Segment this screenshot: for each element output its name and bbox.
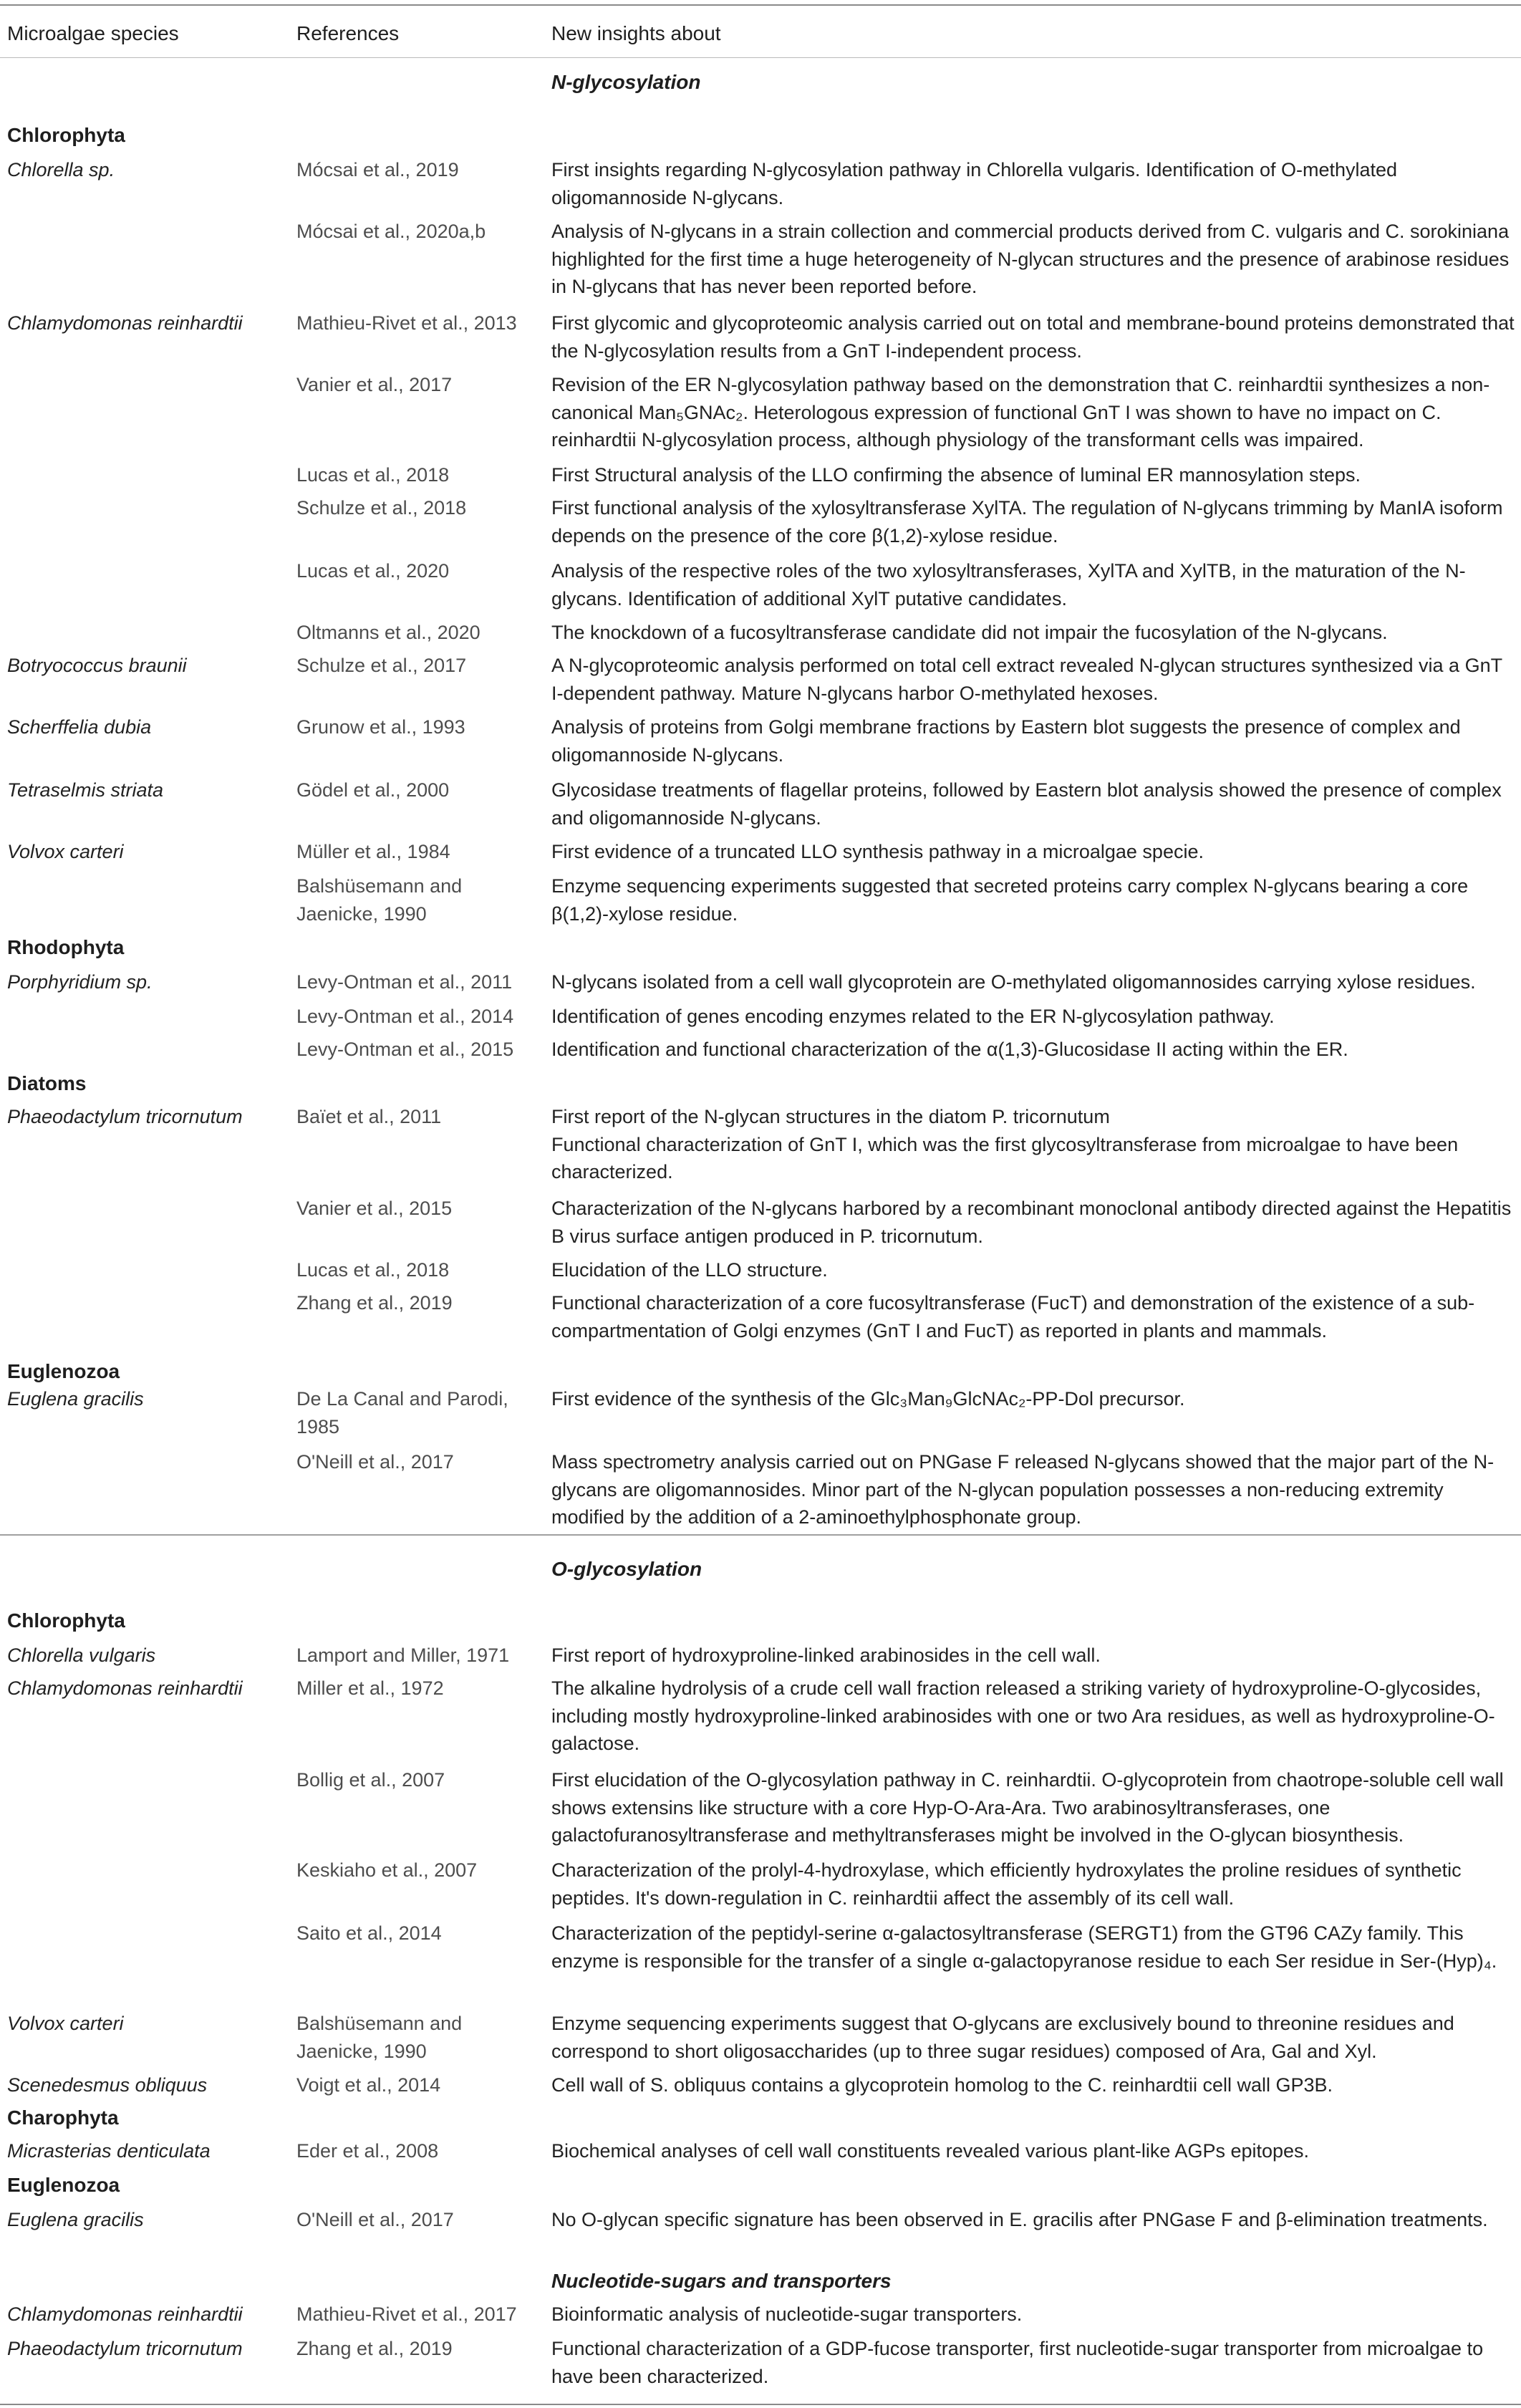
species-cell: Volvox carteri <box>7 2013 124 2034</box>
header-insights: New insights about <box>551 22 721 44</box>
insight-cell: First report of the N-glycan structures in the diatom P. tricornutum Functional characterization of GnT I, which was the first glycosyltransferase from microalgae to have been characterized. <box>551 1106 1459 1183</box>
table-bottom-rule <box>0 2404 1521 2405</box>
reference-cell: Lamport and Miller, 1971 <box>296 1644 510 1666</box>
reference-cell: Levy-Ontman et al., 2014 <box>296 1006 514 1027</box>
reference-cell: Müller et al., 1984 <box>296 841 450 862</box>
insight-cell: No O-glycan specific signature has been observed in E. gracilis after PNGase F and β-elimination treatments. <box>551 2209 1488 2230</box>
insight-cell: First elucidation of the O-glycosylation pathway in C. reinhardtii. O-glycoprotein from chaotrope-soluble cell wall shows extensins like structure with a core Hyp-O-Ara-Ara. Two arabinosyltransferases, one galactofuranosyltransferase and methyltransferases might be involved in the O-glycan biosynthesis. <box>551 1769 1504 1846</box>
insight-cell: Glycosidase treatments of flagellar proteins, followed by Eastern blot analysis showed the presence of complex and oligomannoside N-glycans. <box>551 779 1502 829</box>
species-cell: Scenedesmus obliquus <box>7 2074 208 2096</box>
section-nucleotide-sugars: Nucleotide-sugars and transporters <box>551 2270 892 2292</box>
insight-cell: Identification of genes encoding enzymes related to the ER N-glycosylation pathway. <box>551 1006 1275 1027</box>
reference-cell: Balshüsemann and Jaenicke, 1990 <box>296 875 463 925</box>
insight-cell: Biochemical analyses of cell wall constituents revealed various plant-like AGPs epitopes. <box>551 2140 1310 2162</box>
reference-cell: O'Neill et al., 2017 <box>296 2209 454 2230</box>
reference-cell: Levy-Ontman et al., 2011 <box>296 971 513 993</box>
insight-cell: Characterization of the peptidyl-serine α-galactosyltransferase (SERGT1) from the GT96 CAZy family. This enzyme is responsible for the transfer of a single α-galactopyranose residue to each Ser residue in Ser-(Hyp)₄. <box>551 1922 1497 1972</box>
group-rhodophyta: Rhodophyta <box>7 936 125 958</box>
reference-cell: Zhang et al., 2019 <box>296 2338 453 2359</box>
insight-cell: Mass spectrometry analysis carried out on PNGase F released N-glycans showed that the major part of the N-glycans are oligomannosides. Minor part of the N-glycan population possesses a non-reducing extremity modified by the addition of a 2-aminoethylphosphonate group. <box>551 1451 1495 1528</box>
insight-cell: A N-glycoproteomic analysis performed on total cell extract revealed N-glycan structures synthesized via a GnT I-dependent pathway. Mature N-glycans harbor O-methylated hexoses. <box>551 655 1502 704</box>
reference-cell: Zhang et al., 2019 <box>296 1292 453 1314</box>
group-charophyta: Charophyta <box>7 2106 119 2129</box>
species-cell: Volvox carteri <box>7 841 124 862</box>
species-cell: Micrasterias denticulata <box>7 2140 211 2162</box>
insight-cell: First evidence of a truncated LLO synthesis pathway in a microalgae specie. <box>551 841 1204 862</box>
species-cell: Scherffelia dubia <box>7 716 152 738</box>
insight-cell: Functional characterization of a GDP-fucose transporter, first nucleotide-sugar transporter from microalgae to have been characterized. <box>551 2338 1484 2387</box>
insight-cell: Analysis of N-glycans in a strain collection and commercial products derived from C. vulgaris and C. sorokiniana highlighted for the first time a huge heterogeneity of N-glycan structures and the presence of arabinose residues in N-glycans that has never been reported before. <box>551 221 1510 297</box>
insight-cell: First glycomic and glycoproteomic analysis carried out on total and membrane-bound proteins demonstrated that the N-glycosylation results from a GnT I-independent process. <box>551 312 1515 362</box>
insight-cell: Identification and functional characterization of the α(1,3)-Glucosidase II acting within the ER. <box>551 1039 1348 1060</box>
species-cell: Chlorella sp. <box>7 159 115 180</box>
insight-cell: N-glycans isolated from a cell wall glycoprotein are O-methylated oligomannosides carrying xylose residues. <box>551 971 1476 993</box>
reference-cell: Mathieu-Rivet et al., 2017 <box>296 2303 517 2325</box>
insight-cell: First Structural analysis of the LLO confirming the absence of luminal ER mannosylation steps. <box>551 464 1361 486</box>
group-euglenozoa-o: Euglenozoa <box>7 2174 120 2196</box>
insight-cell: First report of hydroxyproline-linked arabinosides in the cell wall. <box>551 1644 1101 1666</box>
species-cell: Tetraselmis striata <box>7 779 164 801</box>
group-diatoms: Diatoms <box>7 1072 87 1094</box>
insight-cell: Enzyme sequencing experiments suggest that O-glycans are exclusively bound to threonine residues and correspond to short oligosaccharides (up to three sugar residues) composed of Ara, Gal and Xyl. <box>551 2013 1454 2062</box>
table-top-rule <box>0 4 1521 6</box>
species-cell: Chlamydomonas reinhardtii <box>7 1677 243 1699</box>
reference-cell: Oltmanns et al., 2020 <box>296 622 481 643</box>
insight-cell: The alkaline hydrolysis of a crude cell wall fraction released a striking variety of hydroxyproline-O-glycosides, including mostly hydroxyproline-linked arabinosides with one or two Ara residues, as well as hydroxyproline-O-galactose. <box>551 1677 1495 1754</box>
insight-cell: Analysis of the respective roles of the two xylosyltransferases, XylTA and XylTB, in the maturation of the N-glycans. Identification of additional XylT putative candidates. <box>551 560 1466 610</box>
header-species: Microalgae species <box>7 22 179 44</box>
section-divider <box>0 1534 1521 1536</box>
reference-cell: Vanier et al., 2015 <box>296 1198 453 1219</box>
species-cell: Euglena gracilis <box>7 2209 144 2230</box>
insight-cell: Bioinformatic analysis of nucleotide-sugar transporters. <box>551 2303 1023 2325</box>
insight-cell: Analysis of proteins from Golgi membrane fractions by Eastern blot suggests the presence of complex and oligomannoside N-glycans. <box>551 716 1461 766</box>
group-chlorophyta: Chlorophyta <box>7 124 125 146</box>
reference-cell: Mathieu-Rivet et al., 2013 <box>296 312 517 334</box>
section-n-glycosylation: N-glycosylation <box>551 71 701 93</box>
species-cell: Porphyridium sp. <box>7 971 153 993</box>
reference-cell: Bollig et al., 2007 <box>296 1769 445 1791</box>
reference-cell: De La Canal and Parodi, 1985 <box>296 1388 508 1437</box>
reference-cell: Schulze et al., 2017 <box>296 655 467 676</box>
species-cell: Phaeodactylum tricornutum <box>7 1106 243 1127</box>
reference-cell: Levy-Ontman et al., 2015 <box>296 1039 514 1060</box>
reference-cell: Grunow et al., 1993 <box>296 716 465 738</box>
group-chlorophyta-o: Chlorophyta <box>7 1609 125 1632</box>
reference-cell: Eder et al., 2008 <box>296 2140 439 2162</box>
reference-cell: Schulze et al., 2018 <box>296 497 467 519</box>
species-cell: Botryococcus braunii <box>7 655 187 676</box>
section-o-glycosylation: O-glycosylation <box>551 1558 702 1580</box>
insight-cell: First functional analysis of the xylosyltransferase XylTA. The regulation of N-glycans trimming by ManIA isoform depends on the presence of the core β(1,2)-xylose residue. <box>551 497 1503 546</box>
species-cell: Euglena gracilis <box>7 1388 144 1410</box>
species-cell: Chlamydomonas reinhardtii <box>7 312 243 334</box>
insight-cell: Characterization of the N-glycans harbored by a recombinant monoclonal antibody directed against the Hepatitis B virus surface antigen produced in P. tricornutum. <box>551 1198 1512 1247</box>
species-cell: Phaeodactylum tricornutum <box>7 2338 243 2359</box>
insight-cell: Characterization of the prolyl-4-hydroxylase, which efficiently hydroxylates the proline residues of synthetic peptides. It's down-regulation in C. reinhardtii affect the assembly of its cell wall. <box>551 1859 1462 1909</box>
insight-cell: The knockdown of a fucosyltransferase candidate did not impair the fucosylation of the N-glycans. <box>551 622 1388 643</box>
group-euglenozoa: Euglenozoa <box>7 1360 120 1382</box>
reference-cell: Voigt et al., 2014 <box>296 2074 441 2096</box>
reference-cell: O'Neill et al., 2017 <box>296 1451 454 1473</box>
reference-cell: Gödel et al., 2000 <box>296 779 450 801</box>
reference-cell: Keskiaho et al., 2007 <box>296 1859 478 1881</box>
insight-cell: First insights regarding N-glycosylation pathway in Chlorella vulgaris. Identification of O-methylated oligomannoside N-glycans. <box>551 159 1398 208</box>
insight-cell: Enzyme sequencing experiments suggested that secreted proteins carry complex N-glycans bearing a core β(1,2)-xylose residue. <box>551 875 1469 925</box>
insight-cell: Functional characterization of a core fucosyltransferase (FucT) and demonstration of the existence of a sub-compartmentation of Golgi enzymes (GnT I and FucT) as reported in plants and mammals. <box>551 1292 1475 1342</box>
reference-cell: Balshüsemann and Jaenicke, 1990 <box>296 2013 463 2062</box>
insight-cell: First evidence of the synthesis of the Glc₃Man₉GlcNAc₂-PP-Dol precursor. <box>551 1388 1185 1410</box>
insight-cell: Cell wall of S. obliquus contains a glycoprotein homolog to the C. reinhardtii cell wall GP3B. <box>551 2074 1333 2096</box>
reference-cell: Mócsai et al., 2019 <box>296 159 459 180</box>
header-references: References <box>296 22 400 44</box>
insight-cell: Elucidation of the LLO structure. <box>551 1259 828 1281</box>
reference-cell: Miller et al., 1972 <box>296 1677 444 1699</box>
insight-cell: Revision of the ER N-glycosylation pathway based on the demonstration that C. reinhardtii synthesizes a non-canonical Man₅GNAc₂. Heterologous expression of functional GnT I was shown to have no impact on C. reinhardtii N-glycosylation process, although physiology of the transformant cells was impaired. <box>551 374 1490 451</box>
reference-cell: Lucas et al., 2020 <box>296 560 450 582</box>
reference-cell: Baïet et al., 2011 <box>296 1106 442 1127</box>
reference-cell: Saito et al., 2014 <box>296 1922 442 1944</box>
reference-cell: Vanier et al., 2017 <box>296 374 453 395</box>
reference-cell: Lucas et al., 2018 <box>296 464 450 486</box>
reference-cell: Mócsai et al., 2020a,b <box>296 221 486 242</box>
header-rule <box>0 57 1521 58</box>
species-cell: Chlorella vulgaris <box>7 1644 156 1666</box>
species-cell: Chlamydomonas reinhardtii <box>7 2303 243 2325</box>
reference-cell: Lucas et al., 2018 <box>296 1259 450 1281</box>
